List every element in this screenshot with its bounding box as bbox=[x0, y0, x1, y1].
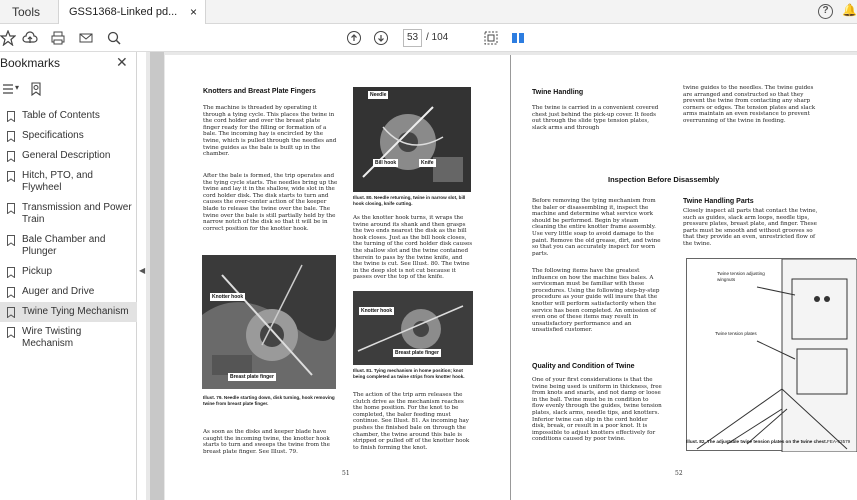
diagram-illust-82 bbox=[686, 258, 856, 451]
bookmark-icon bbox=[7, 267, 15, 278]
caption-illust-82: Illust. 82. The adjustable twine tension plates on the twine chest. bbox=[686, 439, 827, 444]
bookmark-icon bbox=[7, 235, 15, 246]
bookmark-label: Hitch, PTO, and Flywheel bbox=[22, 170, 93, 193]
bookmark-icon bbox=[7, 307, 15, 318]
page-number-51: 51 bbox=[342, 470, 350, 477]
right-paragraph-3: The following items have the greatest influence on how the machine ties bales. A serviceman must be familiar with these procedures. Using the following step-by-step procedure as your guide will insure that the knotter will perform satisfactorily when the service has been completed. An omission of even one of these items may result in unsatisfactory performance and an unsatisfied customer. bbox=[532, 268, 660, 334]
caption-illust-81: Illust. 81. Tying mechanism in home position; knot being completed as twine strips from knotter hook. bbox=[353, 368, 465, 379]
left-paragraph-2: After the bale is formed, the trip operates and the tying cycle starts. The needles bring up the twine and lay it in the shallow, wide slot in the cord holder disk. The disk starts to turn and causes the over-center action of the keeper blade to release the twine over the bale. The twine over the bale is still partially held by the narrow notch of the disk so that it will be in correct position for the knotter hook. bbox=[203, 173, 338, 232]
bookmark-icon bbox=[7, 111, 15, 122]
photo-illust-81 bbox=[353, 291, 473, 365]
heading-twine-handling: Twine Handling bbox=[532, 89, 584, 96]
label-needle: Needle bbox=[370, 92, 387, 98]
heading-inspection: Inspection Before Disassembly bbox=[608, 175, 720, 184]
bookmark-label: Transmission and Power Train bbox=[22, 202, 132, 225]
bookmark-list bbox=[0, 106, 137, 354]
collapse-panel-icon[interactable]: ◀ bbox=[139, 266, 146, 275]
upload-cloud-icon[interactable] bbox=[22, 30, 38, 46]
print-icon[interactable] bbox=[50, 30, 66, 46]
bookmark-item[interactable] bbox=[0, 262, 137, 282]
previous-page-icon[interactable] bbox=[346, 30, 362, 46]
toolbar bbox=[0, 24, 857, 52]
close-tab-icon[interactable]: × bbox=[189, 5, 197, 19]
bookmark-icon bbox=[7, 287, 15, 298]
bookmark-label: Table of Contents bbox=[22, 110, 100, 121]
caption-illust-80: Illust. 80. Needle returning, twine in narrow slot, bill hook closing, knife cutting. bbox=[353, 195, 466, 206]
photo-illust-80 bbox=[353, 87, 471, 192]
tab-document-title: GSS1368-Linked pd... bbox=[69, 6, 178, 18]
list-options-icon[interactable] bbox=[2, 83, 14, 95]
bookmark-item[interactable] bbox=[0, 282, 137, 302]
photo-illust-79 bbox=[202, 255, 336, 389]
label-knotter-hook: Knotter hook bbox=[212, 294, 244, 300]
label-tension-wingnuts: Twine tension adjusting wingnuts bbox=[717, 271, 777, 282]
page-gutter bbox=[510, 55, 511, 500]
next-page-icon[interactable] bbox=[373, 30, 389, 46]
fit-page-icon[interactable] bbox=[483, 30, 499, 46]
bookmark-item[interactable] bbox=[0, 230, 137, 262]
bookmark-label: Auger and Drive bbox=[22, 286, 95, 297]
bookmarks-title: Bookmarks bbox=[0, 56, 61, 70]
star-icon[interactable] bbox=[0, 30, 16, 46]
bookmark-label: Bale Chamber and Plunger bbox=[22, 234, 106, 257]
chevron-down-icon[interactable]: ▾ bbox=[15, 83, 20, 92]
label-breast-plate-finger: Breast plate finger bbox=[230, 374, 274, 380]
bookmark-label: Twine Tying Mechanism bbox=[22, 306, 129, 317]
bookmark-item[interactable] bbox=[0, 146, 137, 166]
bookmarks-panel bbox=[0, 52, 137, 500]
right-paragraph-4: One of your first considerations is that the twine being used is uniform in thickness, free from knots and snarls, and not damp or loose in the ball. Twine must be in condition to flow evenly through the guides, twine tension plates, slack arms, needle tips, and knotters. Inferior twine can slip in the cord holder disk, break, or result in a poor knot. It is impossible to adjust knotters effectively for conditions caused by poor twine. bbox=[532, 377, 662, 443]
tab-document[interactable] bbox=[58, 0, 206, 24]
page-number-52: 52 bbox=[675, 470, 683, 477]
bookmark-search-icon[interactable] bbox=[30, 82, 42, 96]
bookmark-item[interactable] bbox=[0, 322, 137, 354]
bookmark-label: Pickup bbox=[22, 266, 53, 277]
bookmark-label: General Description bbox=[22, 150, 111, 161]
left-paragraph-1: The machine is threaded by operating it through a tying cycle. This places the twine in the cord holder and over the breast plate finger ready for the filling or formation of a bale. The incoming hay is encircled by the twine, which is pulled through the needles and twine guides as the bale is built up in the chamber. bbox=[203, 105, 337, 158]
label-knife: Knife bbox=[421, 160, 434, 166]
close-panel-icon[interactable]: ✕ bbox=[116, 54, 128, 70]
diagram-code: FEA-63579 bbox=[827, 439, 851, 444]
bookmark-item[interactable] bbox=[0, 166, 137, 198]
bookmark-icon bbox=[7, 171, 15, 182]
page-number-input[interactable]: 53 bbox=[403, 29, 422, 47]
bookmark-item[interactable] bbox=[0, 126, 137, 146]
heading-knotters: Knotters and Breast Plate Fingers bbox=[203, 88, 316, 95]
bookmarks-toolbar bbox=[0, 80, 137, 100]
right-paragraph-1b: twine guides to the needles. The twine guides are arranged and constructed so that they prevent the twine from contacting any sharp corners or edges. The tension plates and slack arms maintain an even resistance to prevent overrunning of the twine in feeding. bbox=[683, 85, 816, 124]
tab-tools[interactable]: Tools bbox=[12, 5, 41, 19]
left-paragraph-4: As the knotter hook turns, it wraps the twine around its shank and then grasps the two ends nearest the disk as the bill hook closes. Just as the bill hook closes, the turning of the cord holder disk causes the shallow slot and the twine contained therein to pass by the twine knife, and the twine is cut. See Illust. 80. The twine in the deep slot is not cut because it passes over the top of the knife. bbox=[353, 215, 473, 281]
notification-bell-icon[interactable]: 🔔 bbox=[842, 3, 857, 17]
bookmark-item[interactable] bbox=[0, 302, 137, 322]
bookmark-label: Wire Twisting Mechanism bbox=[22, 326, 82, 349]
heading-quality: Quality and Condition of Twine bbox=[532, 363, 635, 370]
right-paragraph-5: Closely inspect all parts that contact the twine, such as guides, slack arm loops, needle tips, pressure plates, breast plate, and finger. These parts must be smooth and without grooves so that they provide an even, unrestricted flow of the twine. bbox=[683, 208, 818, 247]
bookmark-icon bbox=[7, 327, 15, 338]
bookmark-icon bbox=[7, 203, 15, 214]
heading-twine-handling-parts: Twine Handling Parts bbox=[683, 198, 754, 205]
right-paragraph-2: Before removing the tying mechanism from the baler or disassembling it, inspect the machine and determine what service work should be performed. Begin by steam cleaning the entire knotter frame assembly. Use very little soap to avoid damage to the paint. Remove the old grease, dirt, and twine so that you can accurately inspect for worn parts. bbox=[532, 198, 661, 257]
help-icon[interactable]: ? bbox=[818, 4, 833, 19]
left-paragraph-3: As soon as the disks and keeper blade have caught the incoming twine, the knotter hook starts to turn and sweeps the twine from the breast plate finger. See Illust. 79. bbox=[203, 429, 330, 455]
caption-illust-79: Illust. 79. Needle starting down, disk turning, hook removing twine from breast plate finger. bbox=[203, 395, 335, 406]
label-breast-plate-finger-81: Breast plate finger bbox=[395, 350, 439, 356]
bookmark-item[interactable] bbox=[0, 106, 137, 126]
bookmark-label: Specifications bbox=[22, 130, 84, 141]
bookmark-icon bbox=[7, 151, 15, 162]
email-icon[interactable] bbox=[78, 30, 94, 46]
label-knotter-hook-81: Knotter hook bbox=[361, 308, 393, 314]
two-page-view-icon[interactable] bbox=[510, 30, 526, 46]
tab-bar bbox=[0, 0, 857, 24]
page-total: / 104 bbox=[426, 32, 449, 43]
document-spread bbox=[165, 55, 857, 500]
search-icon[interactable] bbox=[106, 30, 122, 46]
label-bill-hook: Bill hook bbox=[375, 160, 397, 166]
label-tension-plates: Twine tension plates bbox=[715, 331, 761, 337]
scrollbar[interactable] bbox=[150, 52, 164, 500]
bookmark-icon bbox=[7, 131, 15, 142]
bookmark-item[interactable] bbox=[0, 198, 137, 230]
right-paragraph-1: The twine is carried in a convenient covered chest just behind the pick-up cover. It feeds out through the slide type tension plates, slack arms and through bbox=[532, 105, 659, 131]
left-paragraph-5: The action of the trip arm releases the clutch drive as the mechanism reaches the home position. For the knot to be completed, the baler feeding must continue. See Illust. 81. As incoming hay pushes the finished bale on through the chamber, the twine around this bale is stripped or pulled off of the knotter hook to finish forming the knot. bbox=[353, 392, 470, 451]
